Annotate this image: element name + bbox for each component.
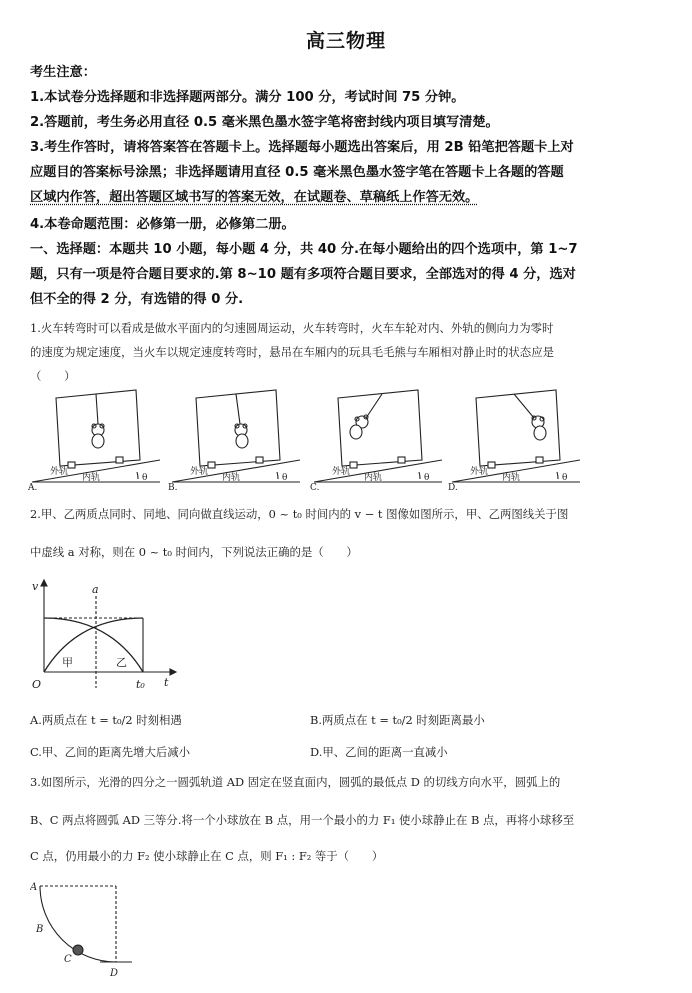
section1-line-1: 一、选择题：本题共 10 小题，每小题 4 分，共 40 分.在每小题给出的四个选项中，第 1~7 (30, 242, 578, 257)
q2-origin: O (32, 678, 42, 691)
q3-line-3: C 点，仍用最小的力 F₂ 使小球静止在 C 点，则 F₁ : F₂ 等于（ ） (30, 849, 384, 863)
page-title: 高三物理 (305, 30, 386, 52)
notice-item-3: 3.考生作答时，请将答案答在答题卡上。选择题每小题选出答案后，用 2B 铅笔把答题卡上对 (30, 140, 574, 155)
q1-option-a-label[interactable]: A. (28, 483, 38, 492)
q3-line-1: 3.如图所示，光滑的四分之一圆弧轨道 AD 固定在竖直面内，圆弧的最低点 D 的切线方向水平，圆弧上的 (30, 775, 561, 789)
q2-label-jia: 甲 (62, 656, 73, 669)
q2-line-a: a (92, 583, 99, 596)
q2-axis-t0: t₀ (136, 678, 145, 691)
q3-arc-figure (30, 878, 140, 984)
q1-d-theta: θ (562, 473, 568, 483)
q2-option-b[interactable]: B.两质点在 t = t₀/2 时刻距离最小 (310, 713, 485, 727)
notice-item-4: 4.本卷命题范围：必修第一册，必修第二册。 (30, 217, 295, 232)
q1-b-outer-label: 外轨 (190, 467, 209, 477)
q3-point-a: A (30, 882, 38, 893)
q2-label-yi: 乙 (116, 656, 127, 669)
q1-line-1: 1.火车转弯时可以看成是做水平面内的匀速圆周运动，火车转弯时，火车车轮对内、外轨的侧向力为零时 (30, 321, 554, 335)
notice-item-3-cont: 应题目的答案标号涂黑；非选择题请用直径 0.5 毫米黑色墨水签字笔在答题卡上各题的答题 (30, 165, 564, 180)
q3-point-d: D (110, 968, 119, 979)
q1-option-c-label[interactable]: C. (310, 483, 320, 492)
q2-axis-v: v (32, 580, 39, 593)
q1-line-3: （ ） (30, 369, 76, 383)
q2-option-a[interactable]: A.两质点在 t = t₀/2 时刻相遇 (30, 713, 182, 727)
section1-line-2: 题，只有一项是符合题目要求的.第 8~10 题有多项符合题目要求，全部选对的得 4 分，选对 (30, 267, 576, 282)
q3-line-2: B、C 两点将圆弧 AD 三等分.将一个小球放在 B 点，用一个最小的力 F₁ 使小球静止在 B 点，再将小球移至 (30, 813, 575, 827)
q1-c-theta: θ (424, 473, 430, 483)
q1-figures (28, 384, 588, 492)
notice-heading: 考生注意： (30, 65, 96, 80)
section1-line-3: 但不全的得 2 分，有选错的得 0 分. (30, 292, 244, 307)
q1-d-inner-label: 内轨 (502, 473, 521, 483)
q1-c-inner-label: 内轨 (364, 473, 383, 483)
q1-c-outer-label: 外轨 (332, 467, 351, 477)
notice-item-2: 2.答题前，考生务必用直径 0.5 毫米黑色墨水签字笔将密封线内项目填写清楚。 (30, 115, 499, 130)
q3-point-c: C (64, 954, 72, 965)
q1-line-2: 的速度为规定速度，当火车以规定速度转弯时，悬吊在车厢内的玩具毛毛熊与车厢相对静止时的状态应是 (30, 345, 554, 359)
notice-item-3-cont2: 区域内作答，超出答题区域书写的答案无效，在试题卷、草稿纸上作答无效。 (30, 190, 479, 205)
q2-line-1: 2.甲、乙两质点同时、同地、同向做直线运动，0 ~ t₀ 时间内的 v − t 图像如图所示，甲、乙两图线关于图 (30, 507, 569, 521)
q2-axis-t: t (164, 676, 169, 689)
q2-option-c[interactable]: C.甲、乙间的距离先增大后减小 (30, 745, 191, 759)
q1-b-inner-label: 内轨 (222, 473, 241, 483)
q1-a-inner-label: 内轨 (82, 473, 101, 483)
q1-option-d-label[interactable]: D. (448, 483, 458, 492)
q1-d-outer-label: 外轨 (470, 467, 489, 477)
q3-point-b: B (36, 924, 44, 935)
q2-line-2: 中虚线 a 对称，则在 0 ~ t₀ 时间内，下列说法正确的是（ ） (30, 545, 358, 559)
q2-vt-graph (30, 578, 180, 698)
q1-b-theta: θ (282, 473, 288, 483)
q1-option-b-label[interactable]: B. (168, 483, 178, 492)
q2-option-d[interactable]: D.甲、乙间的距离一直减小 (310, 745, 448, 759)
notice-item-1: 1.本试卷分选择题和非选择题两部分。满分 100 分，考试时间 75 分钟。 (30, 90, 465, 105)
q1-a-theta: θ (142, 473, 148, 483)
q1-a-outer-label: 外轨 (50, 467, 69, 477)
